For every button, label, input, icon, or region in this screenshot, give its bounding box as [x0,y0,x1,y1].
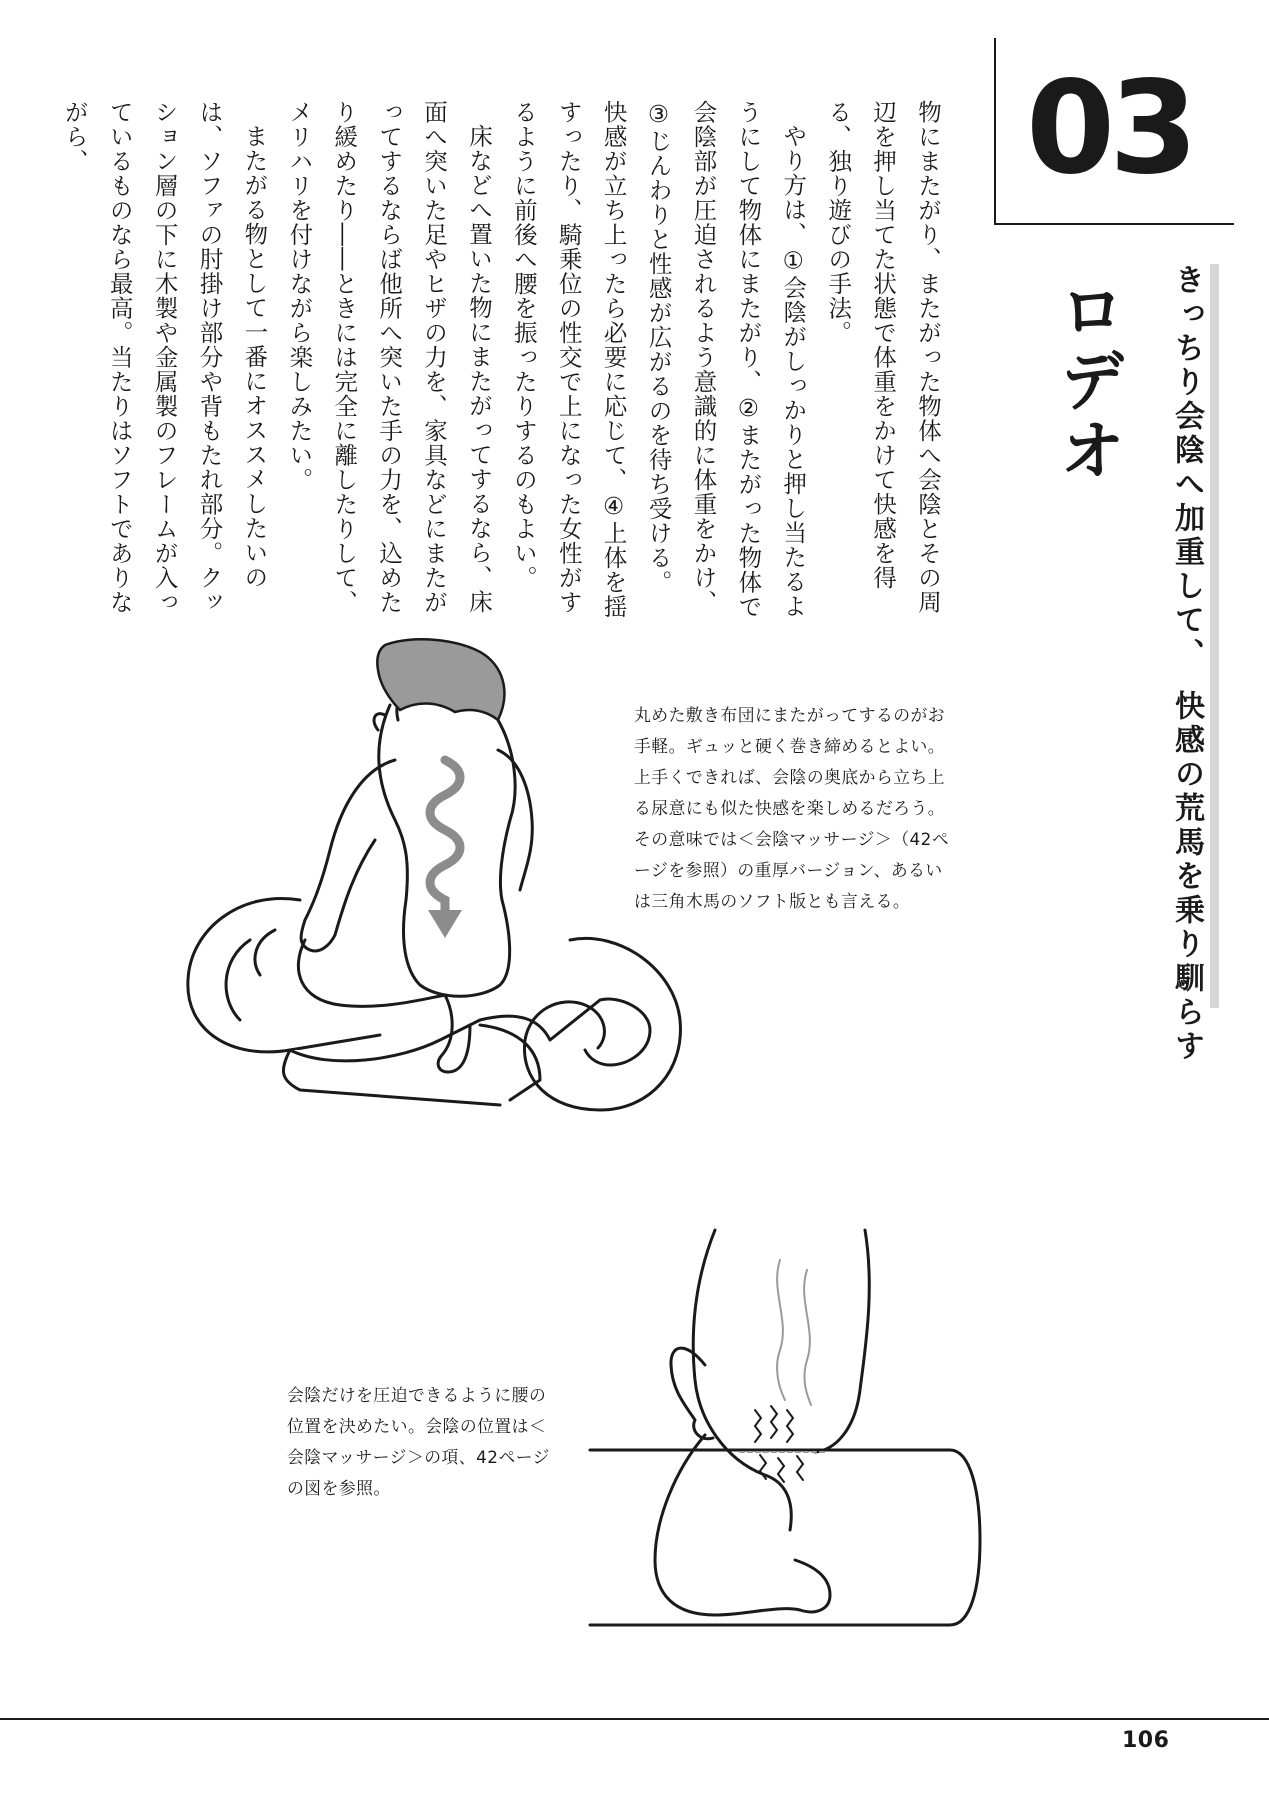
figure-back [379,705,515,996]
footer-rule [0,1718,1269,1720]
futon-spiral [524,938,680,1110]
body-paragraph-5: またがる物として一番にオススメしたいのは、ソファの肘掛け部分や背もたれ部分。クッション層の下に木製や金属製のフレームが入っているものなら最高。当たりはソフトでありながら、 [60,100,269,615]
caption-perineum: 会陰だけを圧迫できるように腰の位置を決めたい。会陰の位置は＜会陰マッサージ＞の項、42ページの図を参照。 [287,1385,550,1498]
perineum-position-illustration [575,1230,995,1650]
page-number: 106 [1122,1728,1170,1753]
chapter-title: ロデオ [1048,276,1125,486]
body-paragraph-3: 快感が立ち上ったら必要に応じて、④上体を揺すったり、騎乗位の性交で上になった女性がするように前後へ腰を振ったりするのもよい。 [509,100,628,619]
left-arm [301,760,395,951]
chapter-subtitle [1166,264,1219,1064]
chapter-number: 03 [1026,54,1193,203]
futon-back [188,898,380,1051]
bolster [590,1450,980,1625]
subtitle-line-2: 快感の荒馬を乗り馴らす [1169,690,1204,1064]
body-paragraph-2: やり方は、①会陰がしっかりと押し当たるようにして物体にまたがり、②またがった物体で会陰部が圧迫されるよう意識的に体重をかけ、③じんわりと性感が広がるのを待ち受ける。 [644,100,808,619]
body-text [60,100,950,620]
caption-futon: 丸めた敷き布団にまたがってするのがお手軽。ギュッと硬く巻き締めるとよい。上手くできれば、会陰の奥底から立ち上る尿意にも似た快感を楽しめるだろう。その意味では＜会陰マッサージ＞（42ページを参照）の重厚バージョン、あるいは三角木馬のソフト版とも言える。 [634,705,950,911]
heat-lines [777,1260,811,1405]
rolled-futon-illustration [180,640,700,1180]
hair [377,639,504,720]
hand [671,1348,713,1439]
body-paragraph-4: 床などへ置いた物にまたがってするなら、床面へ突いた足やヒザの力を、家具などにまたがってするならば他所へ突いた手の力を、込めたり緩めたり――ときには完全に離したりして、メリハリを付けながら楽しみたい。 [285,100,493,615]
body-paragraph-1: 物にまたがり、またがった物体へ会陰とその周辺を押し当てた状態で体重をかけて快感を得る、独り遊びの手法。 [824,100,942,615]
chapter-number-box [994,38,1234,225]
subtitle-line-1: きっちり会陰へ加重して、 [1169,264,1204,672]
